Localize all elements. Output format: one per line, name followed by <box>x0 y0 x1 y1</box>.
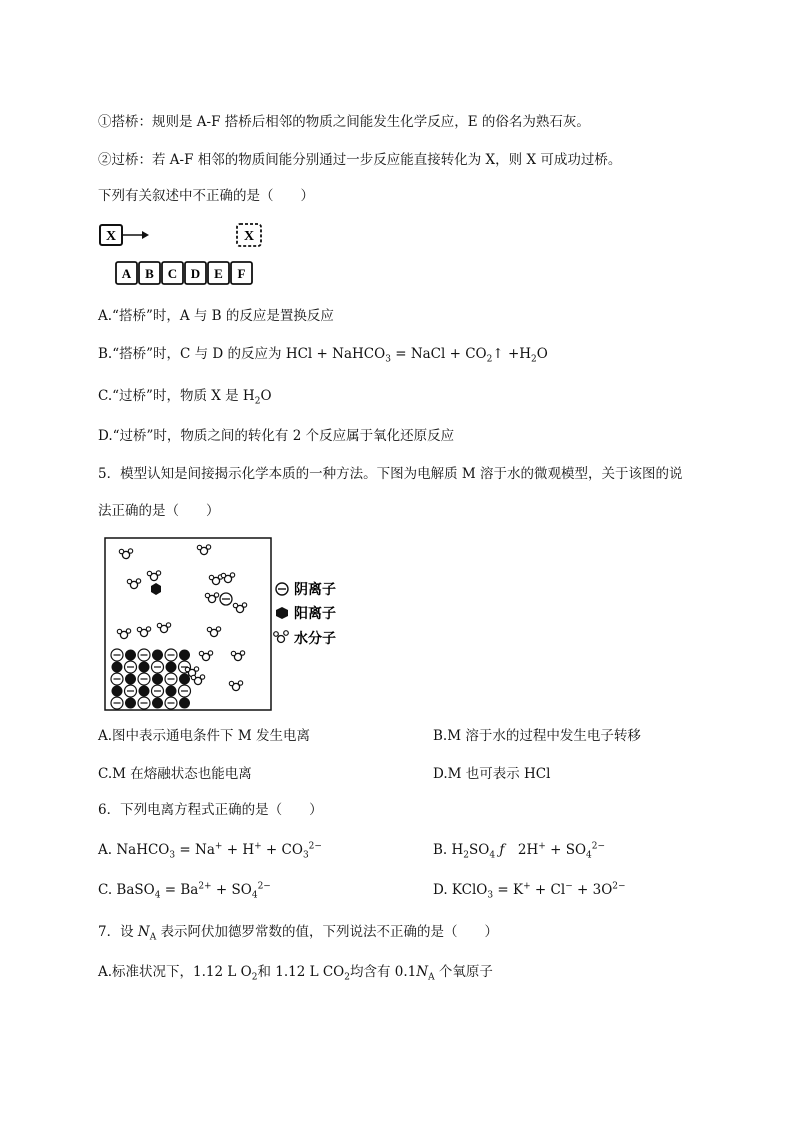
water-molecule <box>119 549 132 559</box>
hydrated-cation <box>151 583 161 595</box>
water-molecule <box>205 593 218 603</box>
q4-option-c: C.“过桥”时，物质 X 是 $H_2O$ <box>98 388 272 407</box>
q4-option-b: B.“搭桥”时，C 与 D 的反应为 HCl + NaHCO$_3$ = NaCl + $CO_2↑ +H_2O$ <box>98 346 548 365</box>
lattice-cation <box>166 686 177 697</box>
q6-option-a: A. NaHCO$_3$ = $Na^+ + H^+ + CO_3^{2-}$ <box>98 841 322 861</box>
question-6-stem: 6．下列电离方程式正确的是（ ） <box>98 802 323 818</box>
water-molecule <box>199 651 212 661</box>
lattice-cation <box>125 674 136 685</box>
q4-option-a: A.“搭桥”时，A 与 B 的反应是置换反应 <box>98 308 334 324</box>
bridge-box-label: B <box>145 266 154 281</box>
q6-option-b: B. $H_2SO_4$ ƒ $2H^+ + SO_4^{2-}$ <box>433 841 606 861</box>
cation-icon <box>276 607 288 619</box>
water-molecule <box>233 603 246 613</box>
q5-option-c: C.M 在熔融状态也能电离 <box>98 766 252 782</box>
q5-option-b: B.M 溶于水的过程中发生电子转移 <box>433 728 641 744</box>
bridge-diagram <box>98 222 268 290</box>
lattice-cation <box>112 686 123 697</box>
rule-1: ①搭桥：规则是 A-F 搭桥后相邻的物质之间能发生化学反应，E 的俗名为熟石灰。 <box>98 114 590 130</box>
lattice-cation <box>139 686 150 697</box>
ion-lattice <box>111 649 191 709</box>
x-arrow-head <box>142 231 149 239</box>
electrolyte-model-diagram <box>104 537 354 712</box>
q6-option-c: C. BaSO$_4$ = $Ba^{2+} + SO_4^{2-}$ <box>98 881 271 901</box>
lattice-cation <box>179 698 190 709</box>
water-molecule <box>147 571 160 581</box>
lattice-cation <box>152 698 163 709</box>
bridge-box-label: C <box>167 266 178 281</box>
legend <box>274 581 336 647</box>
lattice-cation <box>112 662 123 673</box>
lattice-cation <box>125 650 136 661</box>
bridge-box-label: D <box>190 266 201 281</box>
lattice-cation <box>125 698 136 709</box>
lattice-cation <box>166 662 177 673</box>
bridge-box-label: F <box>237 266 246 281</box>
question-5-stem-1: 5．模型认知是间接揭示化学本质的一种方法。下图为电解质 M 溶于水的微观模型，关于该图的说 <box>98 466 683 482</box>
water-molecule <box>191 675 204 685</box>
rule-2: ②过桥：若 A-F 相邻的物质间能分别通过一步反应能直接转化为 X，则 X 可成功过桥。 <box>98 152 622 168</box>
lattice-cation <box>179 650 190 661</box>
lattice-cation <box>152 650 163 661</box>
water-molecule <box>207 627 220 637</box>
question-7-stem: 7．设 $N_A$ 表示阿伏加德罗常数的值，下列说法不正确的是（ ） <box>98 924 498 943</box>
water-molecule <box>221 573 234 583</box>
legend-water-label: 水分子 <box>294 631 336 647</box>
q5-option-a: A.图中表示通电条件下 M 发生电离 <box>98 728 310 744</box>
q6-option-d: D. KClO$_3$ = $K^+ + Cl^- + 3O^{2-}$ <box>433 881 626 901</box>
lattice-cation <box>139 662 150 673</box>
legend-cation-label: 阳离子 <box>294 606 336 622</box>
q4-option-d: D.“过桥”时，物质之间的转化有 2 个反应属于氧化还原反应 <box>98 428 455 444</box>
water-molecule <box>127 579 140 589</box>
q7-option-a: A.标准状况下，1.12 L $O_2$和 1.12 L $CO_2$均含有 $0.1N_A$ 个氧原子 <box>98 964 493 983</box>
legend-anion-label: 阴离子 <box>294 582 336 598</box>
water-molecule <box>157 623 170 633</box>
question-4-stem: 下列有关叙述中不正确的是（ ） <box>98 188 314 204</box>
water-molecule <box>229 681 242 691</box>
bridge-boxes <box>116 262 252 284</box>
water-molecule <box>137 627 150 637</box>
water-molecule <box>231 651 244 661</box>
water-molecule <box>117 629 130 639</box>
bridge-box-label: E <box>214 266 223 281</box>
x-start-label: X <box>105 229 117 244</box>
water-molecule <box>209 575 222 585</box>
q5-option-d: D.M 也可表示 HCl <box>433 766 551 782</box>
water-molecule <box>197 545 210 555</box>
water-molecule-icon <box>274 631 289 643</box>
question-5-stem-2: 法正确的是（ ） <box>98 503 220 519</box>
bridge-box-label: A <box>121 266 132 281</box>
x-end-label: X <box>243 229 255 244</box>
lattice-cation <box>152 674 163 685</box>
